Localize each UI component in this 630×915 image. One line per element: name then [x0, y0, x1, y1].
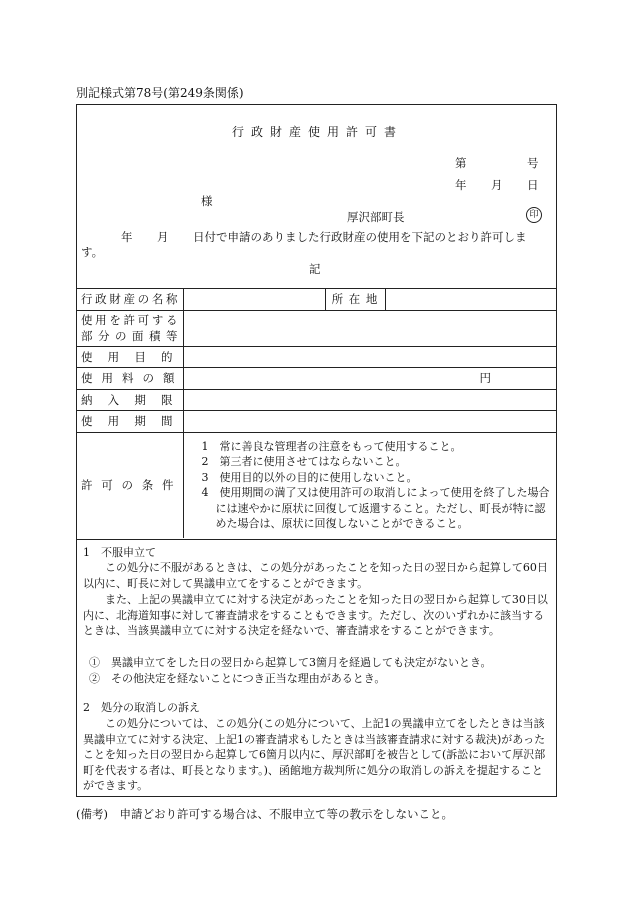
property-name-label: 行政財産の名称	[77, 289, 183, 310]
application-year: 年	[121, 230, 133, 244]
condition-item: 1 常に善良な管理者の注意をもって使用すること。	[201, 439, 462, 453]
form-number-label: 別記様式第78号(第249条関係)	[76, 86, 244, 100]
document-title: 行政財産使用許可書	[231, 125, 403, 139]
condition-item: 2 第三者に使用させてはならないこと。	[201, 455, 407, 469]
table-row	[77, 432, 556, 538]
table-row	[77, 410, 556, 432]
number-prefix: 第	[455, 156, 467, 170]
permitted-area-field[interactable]	[183, 310, 556, 346]
condition-item: 3 使用目的以外の目的に使用しないこと。	[201, 470, 418, 484]
payment-deadline-field[interactable]	[183, 389, 556, 410]
permit-details-table	[77, 289, 556, 538]
seal-mark: 印	[526, 207, 542, 223]
condition-item: 4 使用期間の満了又は使用許可の取消しによって使用を終了した場合には速やかに原状に回復して返還すること。ただし、町長が特に認めた場合は、原状に回復しないことができること。	[201, 486, 550, 531]
payment-deadline-label: 納入期限	[77, 389, 183, 410]
permit-conditions-list	[202, 439, 551, 532]
permit-header-box	[76, 104, 557, 289]
yen-unit: 円	[479, 371, 491, 385]
table-row	[77, 289, 556, 310]
date-day: 日	[527, 178, 539, 192]
permit-statement-line2: す。	[81, 245, 104, 259]
appeal-heading: 1 不服申立て	[83, 546, 156, 559]
ki-heading: 記	[309, 262, 321, 276]
property-name-field[interactable]	[183, 289, 325, 310]
appeal-item-2: ② その他決定を経ないことにつき正当な理由があるとき。	[89, 672, 386, 685]
usage-fee-label: 使用料の額	[77, 367, 183, 389]
use-period-field[interactable]	[183, 410, 556, 432]
location-field[interactable]	[385, 289, 556, 310]
permit-conditions-label: 許可の条件	[77, 432, 183, 538]
permitted-area-label	[77, 310, 183, 346]
date-year: 年	[455, 178, 467, 192]
appeal-notice-box	[76, 539, 557, 797]
permit-conditions-cell	[183, 432, 556, 538]
table-row	[77, 310, 556, 346]
use-purpose-label: 使用目的	[77, 346, 183, 367]
number-suffix: 号	[527, 156, 539, 170]
permitted-area-label-line1: 使用を許可する	[81, 313, 179, 327]
permit-statement-line1: 日付で申請のありました行政財産の使用を下記のとおり許可しま	[193, 230, 527, 244]
permit-details-box	[76, 289, 557, 540]
use-period-label: 使用期間	[77, 410, 183, 432]
appeal-item-1: ① 異議申立てをした日の翌日から起算して3箇月を経過しても決定がないとき。	[89, 656, 492, 669]
use-purpose-field[interactable]	[183, 346, 556, 367]
date-month: 月	[491, 178, 503, 192]
table-row	[77, 367, 556, 389]
issuer-name: 厚沢部町長	[347, 210, 405, 224]
table-row	[77, 346, 556, 367]
appeal-paragraph-2: また、上記の異議申立てに対する決定があったことを知った日の翌日から起算して30日以内に、北海道知事に対して審査請求をすることもできます。ただし、次のいずれかに該当するときは、当該異議申立てに対する決定を経ないで、審査請求をすることができます。	[83, 593, 548, 637]
table-row	[77, 389, 556, 410]
location-label: 所 在 地	[325, 289, 385, 310]
lawsuit-paragraph: この処分については、この処分(この処分について、上記1の異議申立てをしたときは当該異議申立てに対する決定、上記1の審査請求もしたときは当該審査請求に対する裁決)があったことを知った日の翌日から起算して6箇月以内に、厚沢部町を被告として(訴訟において厚沢部町を代表する者は、町長となります。)、函館地方裁判所に処分の取消しの訴えを提起することができます。	[83, 717, 546, 792]
remark-note: (備考) 申請どおり許可する場合は、不服申立て等の教示をしないこと。	[76, 807, 453, 821]
application-month: 月	[157, 230, 169, 244]
lawsuit-heading: 2 処分の取消しの訴え	[83, 701, 200, 714]
appeal-paragraph-1: この処分に不服があるときは、この処分があったことを知った日の翌日から起算して60日以内に、町長に対して異議申立てをすることができます。	[83, 561, 548, 590]
permitted-area-label-line2: 部分の面積等	[81, 329, 179, 343]
addressee-suffix: 様	[201, 194, 213, 208]
usage-fee-field[interactable]	[183, 367, 556, 389]
